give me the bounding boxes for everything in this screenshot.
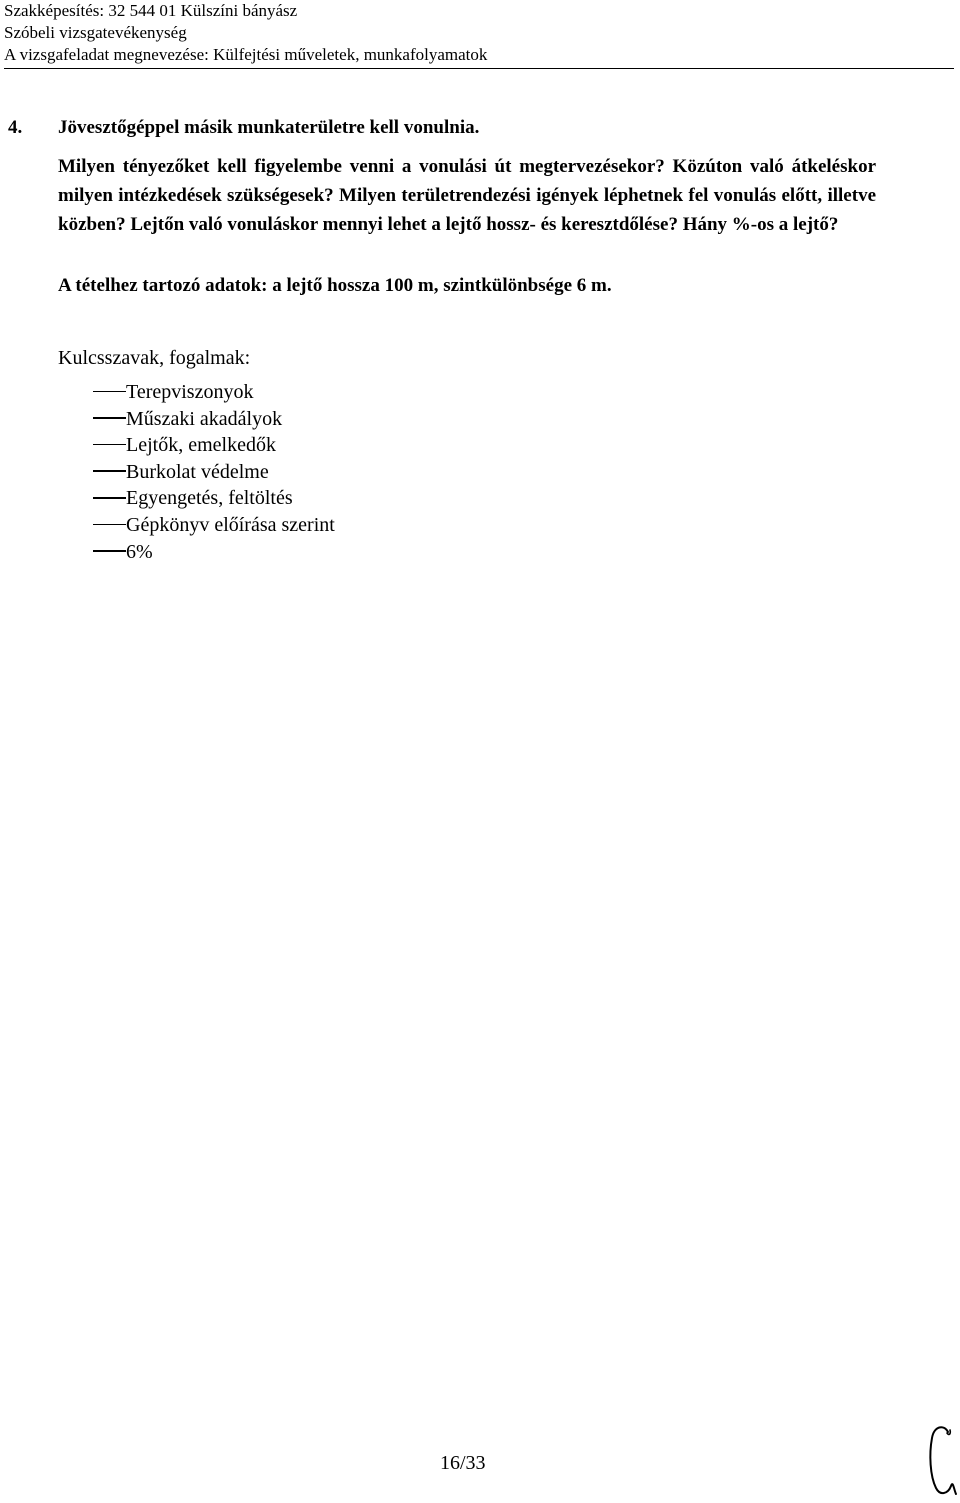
keywords-title: Kulcsszavak, fogalmak: xyxy=(58,347,251,369)
keyword-item xyxy=(58,485,293,512)
header-exam-type: Szóbeli vizsgatevékenység xyxy=(4,23,187,42)
dash-bullet-icon xyxy=(93,444,126,446)
keyword-item xyxy=(58,512,335,539)
dash-bullet-icon xyxy=(93,524,126,526)
header-task-name: A vizsgafeladat megnevezése: Külfejtési műveletek, munkafolyamatok xyxy=(4,45,488,64)
keyword-label: Burkolat védelme xyxy=(126,460,269,483)
question-title xyxy=(8,114,479,142)
keyword-label: 6% xyxy=(126,540,153,563)
question-number: 4. xyxy=(8,117,23,138)
keyword-list xyxy=(58,379,335,565)
question-body: Milyen tényezőket kell figyelembe venni a vonulási út megtervezésekor? Közúton való átkeléskor milyen intézkedések szükségesek? Milyen területrendezési igények léphetnek fel vonulás előtt, illetve közben? Lejtőn való vonuláskor mennyi lehet a lejtő hossz- és keresztdőlése? Hány %-os a lejtő? xyxy=(58,156,876,235)
keyword-item xyxy=(58,406,283,433)
handwritten-signature-icon xyxy=(918,1420,958,1500)
keyword-label: Műszaki akadályok xyxy=(126,407,283,430)
dash-bullet-icon xyxy=(93,470,126,472)
keyword-label: Egyengetés, feltöltés xyxy=(126,487,293,510)
keyword-item xyxy=(58,539,153,566)
keyword-item xyxy=(58,432,276,459)
dash-bullet-icon xyxy=(93,417,126,419)
page-number: 16/33 xyxy=(440,1452,486,1474)
keyword-item xyxy=(58,459,269,486)
keyword-label: Terepviszonyok xyxy=(126,381,254,403)
question-title-text: Jövesztőgéppel másik munkaterületre kell vonulnia. xyxy=(58,117,480,138)
page-header xyxy=(4,0,954,69)
keyword-label: Gépkönyv előírása szerint xyxy=(126,513,335,536)
question-data: A tételhez tartozó adatok: a lejtő hossza 100 m, szintkülönbsége 6 m. xyxy=(58,275,612,296)
header-qualification: Szakképesítés: 32 544 01 Külszíni bányász xyxy=(4,1,298,20)
keyword-item xyxy=(58,379,254,406)
dash-bullet-icon xyxy=(93,550,126,552)
keyword-label: Lejtők, emelkedők xyxy=(126,434,276,457)
dash-bullet-icon xyxy=(93,391,126,393)
dash-bullet-icon xyxy=(93,497,126,499)
